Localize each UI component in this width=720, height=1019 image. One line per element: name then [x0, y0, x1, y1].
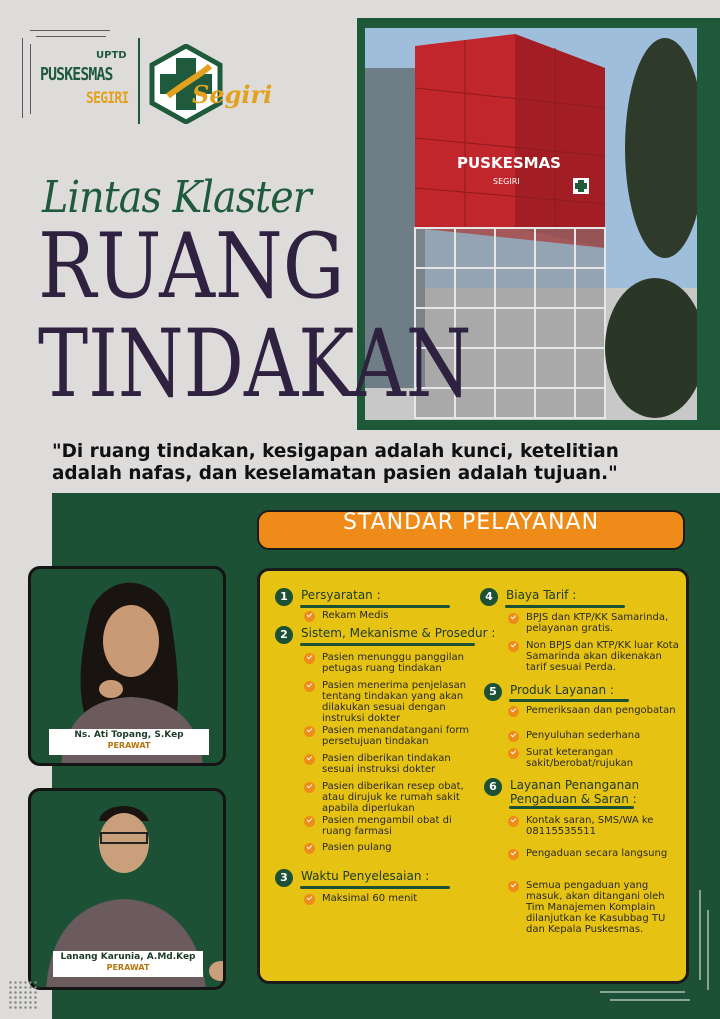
section-number: 6: [484, 778, 502, 796]
standar-heading: STANDAR PELAYANAN: [342, 510, 600, 535]
list-item: Pasien menandatangani form persetujuan tindakan: [304, 725, 484, 747]
check-icon: [304, 726, 315, 737]
quote-text: "Di ruang tindakan, kesigapan adalah kunci, ketelitian adalah nafas, dan keselamatan pasien adalah tujuan.": [52, 440, 619, 484]
staff-card-1: [28, 566, 226, 766]
list-item: Pasien menunggu panggilan petugas ruang tindakan: [304, 652, 484, 674]
staff-name: Lanang Karunia, A.Md.Kep: [60, 952, 196, 962]
section-number: 4: [480, 588, 498, 606]
check-icon: [508, 849, 519, 860]
list-item: Pasien diberikan resep obat, atau dirujuk ke rumah sakit apabila diperlukan: [304, 781, 484, 814]
puskesmas-label: PUSKESMAS: [40, 64, 113, 85]
list-item: Penyuluhan sederhana: [508, 730, 683, 742]
list-item: Rekam Medis: [304, 610, 388, 622]
section-number: 2: [275, 626, 293, 644]
check-icon: [304, 843, 315, 854]
logo-divider: [138, 38, 140, 124]
section-title: Waktu Penyelesaian :: [301, 869, 430, 883]
list-item: Pemeriksaan dan pengobatan: [508, 705, 683, 717]
check-icon: [304, 816, 315, 827]
section-underline: [509, 806, 634, 809]
list-item: Pasien menerima penjelasan tentang tindakan yang akan dilakukan sesuai dengan instruksi dokter: [304, 680, 484, 724]
staff-role: PERAWAT: [107, 741, 151, 750]
decorative-dots: [8, 980, 38, 1010]
sign-text-segiri: SEGIRI: [493, 177, 520, 186]
check-icon: [508, 706, 519, 717]
uptd-label: UPTD: [96, 50, 127, 61]
staff-name: Ns. Ati Topang, S.Kep: [74, 730, 184, 740]
list-item: Maksimal 60 menit: [304, 893, 417, 905]
sparkle-decoration-icon: [590, 880, 715, 1010]
check-icon: [304, 894, 315, 905]
section-title: Layanan Penanganan Pengaduan & Saran :: [510, 778, 640, 806]
check-icon: [304, 681, 315, 692]
list-item: Pengaduan secara langsung: [508, 848, 683, 860]
title-script: Lintas Klaster: [42, 172, 311, 223]
list-item: Pasien diberikan tindakan sesuai instruksi dokter: [304, 753, 484, 775]
check-icon: [508, 748, 519, 759]
list-item: Pasien mengambil obat di ruang farmasi: [304, 815, 484, 837]
section-title: Persyaratan :: [301, 588, 381, 602]
check-icon: [304, 653, 315, 664]
section-6: [484, 778, 664, 806]
section-3: [275, 869, 429, 887]
list-item: Pasien pulang: [304, 842, 484, 854]
check-icon: [508, 641, 519, 652]
check-icon: [304, 754, 315, 765]
section-underline: [300, 886, 450, 889]
sign-text-puskesmas: PUSKESMAS: [457, 154, 561, 172]
section-1: [275, 588, 381, 606]
check-icon: [304, 611, 315, 622]
list-item: Non BPJS dan KTP/KK luar Kota Samarinda akan dikenakan tarif sesuai Perda.: [508, 640, 683, 673]
section-underline: [509, 699, 629, 702]
list-item: Surat keterangan sakit/berobat/rujukan: [508, 747, 683, 769]
section-title: Biaya Tarif :: [506, 588, 577, 602]
section-title: Produk Layanan :: [510, 683, 614, 697]
section-title: Sistem, Mekanisme & Prosedur :: [301, 626, 496, 640]
check-icon: [508, 613, 519, 624]
segiri-script-logo: Segiri: [192, 80, 273, 109]
section-2: [275, 626, 495, 644]
section-underline: [505, 605, 625, 608]
title-line2: TINDAKAN: [38, 310, 472, 419]
staff-label-1: [49, 729, 209, 755]
section-underline: [300, 605, 450, 608]
staff-card-2: [28, 788, 226, 990]
check-icon: [508, 816, 519, 827]
section-number: 5: [484, 683, 502, 701]
list-item: BPJS dan KTP/KK Samarinda, pelayanan gratis.: [508, 612, 683, 634]
check-icon: [508, 731, 519, 742]
section-4: [480, 588, 576, 606]
staff-role: PERAWAT: [106, 963, 150, 972]
section-underline: [300, 643, 475, 646]
check-icon: [304, 782, 315, 793]
segiri-label: SEGIRI: [86, 88, 129, 107]
staff-label-2: [53, 951, 203, 977]
list-item: Kontak saran, SMS/WA ke 08115535511: [508, 815, 683, 837]
list-item: Semua pengaduan yang masuk, akan ditangani oleh Tim Manajemen Komplain dilanjutkan ke Kasubbag TU dan Kepala Puskesmas.: [508, 880, 678, 935]
section-number: 3: [275, 869, 293, 887]
section-number: 1: [275, 588, 293, 606]
check-icon: [508, 881, 519, 892]
title-line1: RUANG: [38, 214, 345, 319]
